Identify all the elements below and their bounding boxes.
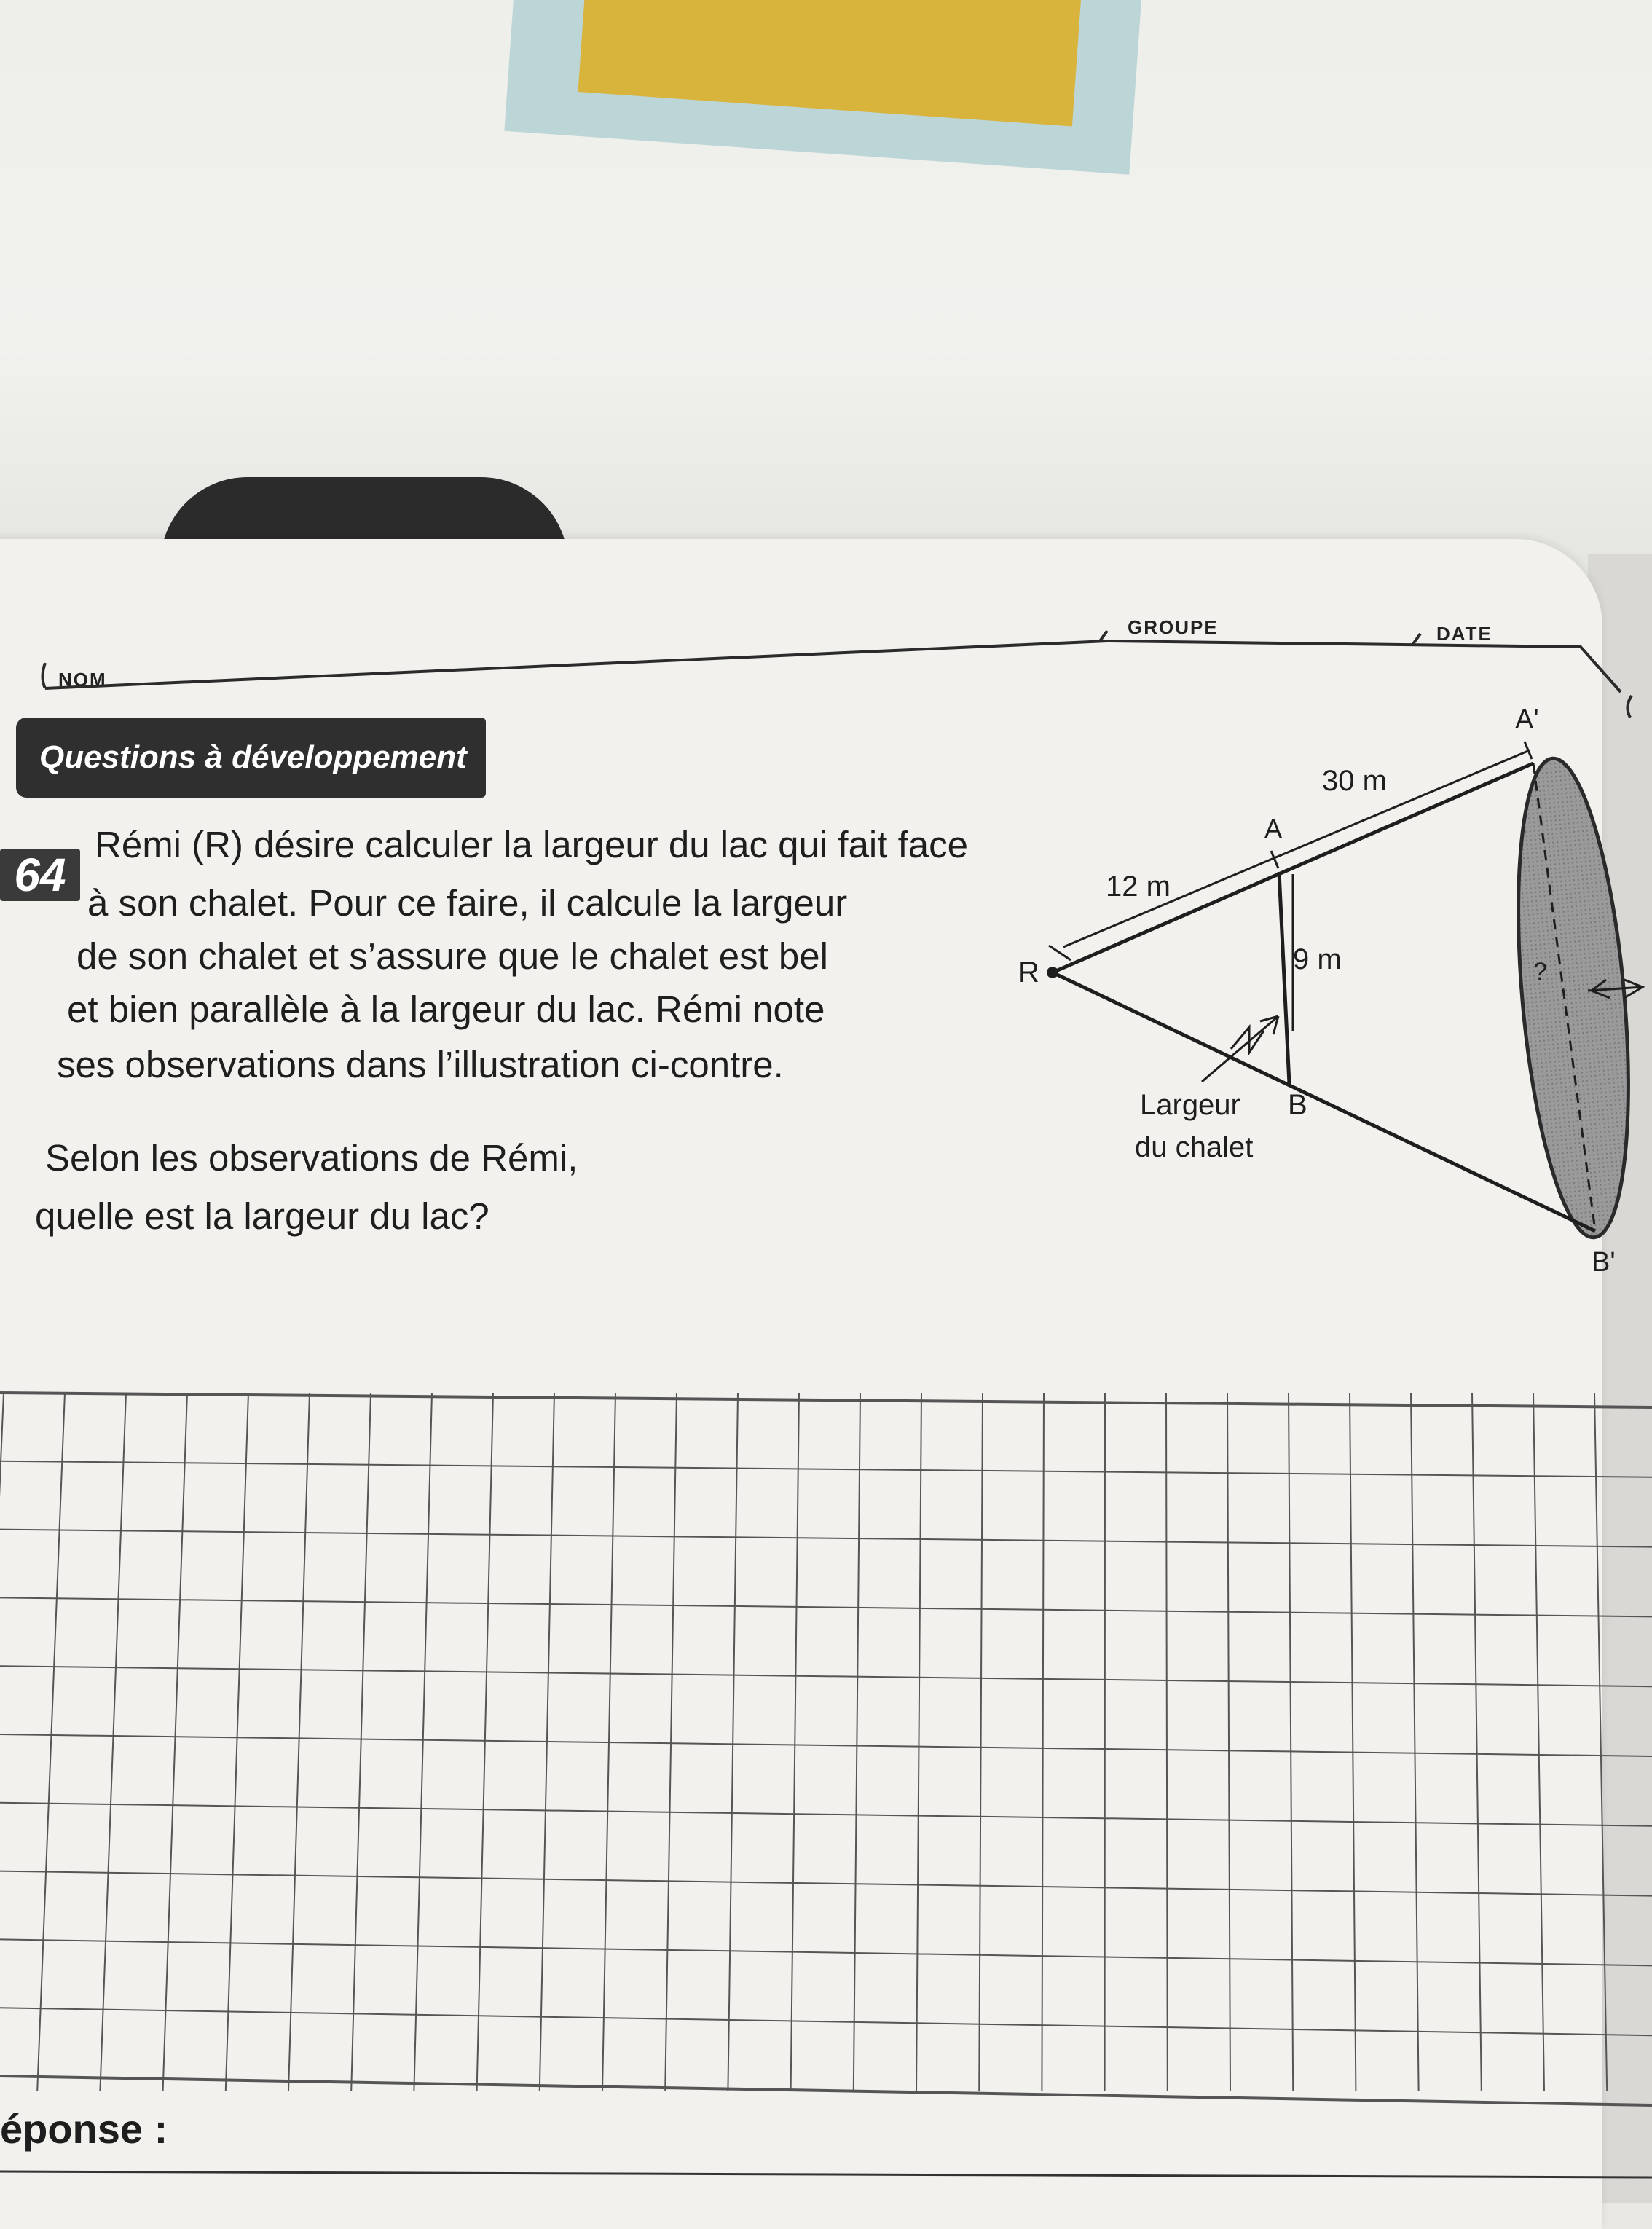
question-line-3: de son chalet et s’assure que le chalet est bel bbox=[76, 935, 828, 978]
grid-column-line bbox=[0, 1393, 4, 2091]
label-A: A bbox=[1264, 814, 1282, 844]
chalet-label-1: Largeur bbox=[1140, 1089, 1240, 1121]
grid-column-line bbox=[1042, 1393, 1044, 2091]
label-B-prime: B' bbox=[1592, 1247, 1616, 1278]
grid-column-line bbox=[288, 1393, 310, 2091]
grid-column-line bbox=[37, 1393, 65, 2091]
grid-column-line bbox=[414, 1393, 432, 2091]
grid-row-line bbox=[0, 2008, 1652, 2035]
question-line-5: ses observations dans l’illustration ci-contre. bbox=[57, 1043, 784, 1086]
date-label: DATE bbox=[1436, 623, 1492, 645]
grid-column-line bbox=[163, 1393, 187, 2091]
question-line-2: à son chalet. Pour ce faire, il calcule la largeur bbox=[87, 881, 847, 924]
grid-row-line bbox=[0, 1939, 1652, 1965]
answer-label: éponse : bbox=[0, 2105, 168, 2153]
grid-column-line bbox=[1227, 1393, 1230, 2091]
label-30m: 30 m bbox=[1322, 765, 1387, 797]
section-badge: Questions à développement bbox=[16, 718, 486, 798]
grid-column-line bbox=[1411, 1393, 1419, 2091]
answer-line bbox=[0, 2167, 1652, 2182]
grid-row-line bbox=[0, 1803, 1652, 1826]
grid-column-line bbox=[1594, 1393, 1607, 2091]
groupe-label: GROUPE bbox=[1128, 616, 1219, 639]
chalet-label-2: du chalet bbox=[1135, 1131, 1253, 1163]
question-line-4: et bien parallèle à la largeur du lac. Rémi note bbox=[67, 988, 825, 1031]
grid-column-line bbox=[100, 1393, 126, 2091]
label-A-prime: A' bbox=[1515, 704, 1539, 735]
grid-column-line bbox=[916, 1393, 921, 2091]
grid-column-line bbox=[477, 1393, 493, 2091]
label-unknown: ? bbox=[1533, 958, 1547, 986]
label-B: B bbox=[1288, 1089, 1307, 1121]
grid-column-line bbox=[226, 1393, 248, 2091]
question-number: 64 bbox=[0, 849, 80, 901]
grid-column-line bbox=[791, 1393, 799, 2091]
grid-row-line bbox=[0, 1734, 1652, 1756]
grid-column-line bbox=[1289, 1393, 1293, 2091]
grid-row-line bbox=[0, 1597, 1652, 1616]
question-line-1: Rémi (R) désire calculer la largeur du lac qui fait face bbox=[95, 823, 968, 866]
prompt-line-2: quelle est la largeur du lac? bbox=[35, 1195, 489, 1238]
prompt-line-1: Selon les observations de Rémi, bbox=[45, 1136, 578, 1179]
grid-column-line bbox=[1533, 1393, 1544, 2091]
grid-column-line bbox=[665, 1393, 677, 2091]
grid-row-line bbox=[0, 1871, 1652, 1896]
label-R: R bbox=[1018, 956, 1039, 988]
grid-column-line bbox=[979, 1393, 983, 2091]
grid-row-line bbox=[0, 1530, 1652, 1547]
grid-column-line bbox=[351, 1393, 371, 2091]
grid-column-line bbox=[1166, 1393, 1168, 2091]
grid-row-line bbox=[0, 1461, 1652, 1477]
label-12m: 12 m bbox=[1106, 870, 1171, 903]
grid-column-line bbox=[1472, 1393, 1482, 2091]
grid-column-line bbox=[1350, 1393, 1356, 2091]
grid-column-line bbox=[854, 1393, 860, 2091]
grid-row-line bbox=[0, 2076, 1652, 2105]
grid-row-line bbox=[0, 1666, 1652, 1686]
label-9m: 9 m bbox=[1293, 943, 1342, 975]
nom-label: NOM bbox=[58, 669, 107, 691]
grid-column-line bbox=[728, 1393, 738, 2091]
